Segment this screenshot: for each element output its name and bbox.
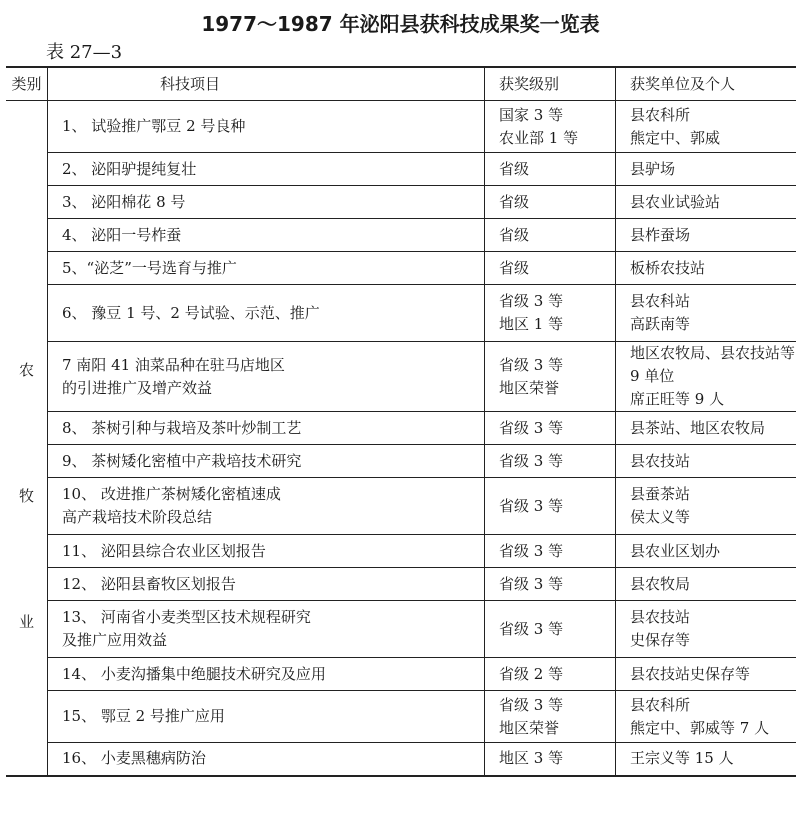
unit-cell bbox=[616, 219, 797, 252]
project-cell bbox=[48, 412, 485, 445]
unit-cell-line: 熊定中、郭威 bbox=[630, 128, 721, 147]
unit-cell bbox=[616, 186, 797, 219]
level-cell-line: 省级 3 等 bbox=[499, 619, 564, 638]
unit-cell-line: 县农技站 bbox=[630, 451, 691, 470]
project-cell-content bbox=[48, 747, 484, 770]
unit-cell-line: 地区农牧局、县农技站等 9 单位 bbox=[630, 344, 796, 385]
unit-cell bbox=[616, 445, 797, 478]
level-cell bbox=[485, 568, 616, 601]
unit-cell-line: 县蚕茶站 bbox=[630, 485, 691, 503]
level-cell-line: 省级 3 等 bbox=[499, 418, 564, 437]
table-number: 表 27—3 bbox=[46, 42, 123, 63]
level-cell bbox=[485, 743, 616, 776]
project-cell bbox=[48, 153, 485, 186]
table-row bbox=[6, 342, 796, 412]
level-cell-content bbox=[485, 663, 615, 686]
table-row bbox=[6, 412, 796, 445]
project-cell-content bbox=[48, 573, 484, 596]
unit-cell-content bbox=[616, 417, 796, 440]
table-row bbox=[6, 658, 796, 691]
project-cell-line: 12、 泌阳县畜牧区划报告 bbox=[62, 574, 236, 593]
category-char: 农 bbox=[18, 361, 34, 379]
unit-cell-line: 县茶站、地区农牧局 bbox=[630, 418, 766, 437]
level-cell bbox=[485, 285, 616, 342]
table-row bbox=[6, 601, 796, 658]
project-cell-line: 及推广应用效益 bbox=[62, 631, 168, 649]
unit-cell-line: 县农科所 bbox=[630, 695, 691, 714]
level-cell bbox=[485, 412, 616, 445]
table-row bbox=[6, 535, 796, 568]
unit-cell-line: 县农牧局 bbox=[630, 574, 691, 593]
level-cell-line: 地区荣誉 bbox=[499, 718, 560, 737]
level-cell-line: 省级 3 等 bbox=[499, 451, 564, 470]
level-cell bbox=[485, 601, 616, 658]
project-cell bbox=[48, 219, 485, 252]
level-cell-content bbox=[485, 618, 615, 641]
project-cell-content bbox=[48, 158, 484, 181]
project-cell bbox=[48, 252, 485, 285]
level-cell-content bbox=[485, 257, 615, 280]
level-cell bbox=[485, 658, 616, 691]
project-cell bbox=[48, 691, 485, 743]
unit-cell-content bbox=[616, 747, 796, 770]
project-cell-line: 14、 小麦沟播集中绝腿技术研究及应用 bbox=[62, 664, 326, 683]
table-row bbox=[6, 478, 796, 535]
table-row bbox=[6, 252, 796, 285]
project-cell-content bbox=[48, 354, 484, 400]
unit-cell-line: 县农技站 bbox=[630, 608, 691, 626]
project-cell-line: 7 南阳 41 油菜品种在驻马店地区 bbox=[62, 355, 285, 374]
project-cell bbox=[48, 568, 485, 601]
table-row bbox=[6, 186, 796, 219]
level-cell-line: 省级 bbox=[499, 192, 530, 211]
level-cell bbox=[485, 252, 616, 285]
level-cell bbox=[485, 186, 616, 219]
level-cell-line: 省级 3 等 bbox=[499, 292, 564, 310]
header-category: 类别 bbox=[6, 67, 48, 101]
unit-cell bbox=[616, 252, 797, 285]
level-cell-content bbox=[485, 191, 615, 214]
header-unit: 获奖单位及个人 bbox=[616, 67, 797, 101]
project-cell-line: 高产栽培技术阶段总结 bbox=[62, 508, 213, 526]
unit-cell-content bbox=[616, 104, 796, 150]
unit-cell-content bbox=[616, 694, 796, 740]
table-row bbox=[6, 101, 796, 153]
unit-cell bbox=[616, 568, 797, 601]
level-cell bbox=[485, 535, 616, 568]
unit-cell-content bbox=[616, 342, 796, 411]
unit-cell bbox=[616, 601, 797, 658]
project-cell bbox=[48, 186, 485, 219]
level-cell bbox=[485, 691, 616, 743]
unit-cell-content bbox=[616, 606, 796, 652]
project-cell-line: 13、 河南省小麦类型区技术规程研究 bbox=[62, 608, 311, 626]
unit-cell-content bbox=[616, 573, 796, 596]
level-cell-content bbox=[485, 540, 615, 563]
level-cell bbox=[485, 478, 616, 535]
unit-cell-line: 侯太义等 bbox=[630, 508, 691, 526]
unit-cell-line: 县柞蚕场 bbox=[630, 225, 691, 244]
level-cell-line: 地区荣誉 bbox=[499, 378, 560, 397]
unit-cell-content bbox=[616, 158, 796, 181]
level-cell-content bbox=[485, 747, 615, 770]
project-cell-content bbox=[48, 115, 484, 138]
table-row bbox=[6, 153, 796, 186]
unit-cell bbox=[616, 285, 797, 342]
page-title: 1977～1987 年泌阳县获科技成果奖一览表 bbox=[201, 12, 600, 36]
unit-cell-line: 县农技站史保存等 bbox=[630, 664, 751, 683]
unit-cell-line: 高跃南等 bbox=[630, 315, 691, 333]
category-cell bbox=[6, 101, 48, 776]
project-cell-line: 5、“泌芝”一号选育与推广 bbox=[62, 258, 237, 277]
project-cell-content bbox=[48, 257, 484, 280]
level-cell-line: 地区 1 等 bbox=[499, 315, 564, 333]
level-cell-content bbox=[485, 694, 615, 740]
level-cell-line: 省级 3 等 bbox=[499, 541, 564, 560]
unit-cell-content bbox=[616, 450, 796, 473]
project-cell-content bbox=[48, 540, 484, 563]
level-cell bbox=[485, 445, 616, 478]
project-cell-line: 16、 小麦黑穗病防治 bbox=[62, 749, 206, 768]
unit-cell bbox=[616, 658, 797, 691]
award-table bbox=[6, 66, 796, 777]
unit-cell bbox=[616, 153, 797, 186]
level-cell-content bbox=[485, 450, 615, 473]
level-cell-content bbox=[485, 495, 615, 518]
project-cell-line: 15、 鄂豆 2 号推广应用 bbox=[62, 707, 225, 725]
level-cell-line: 省级 bbox=[499, 225, 530, 244]
unit-cell bbox=[616, 101, 797, 153]
level-cell-content bbox=[485, 104, 615, 150]
project-cell-content bbox=[48, 417, 484, 440]
project-cell-line: 11、 泌阳县综合农业区划报告 bbox=[62, 541, 266, 560]
award-table-wrapper bbox=[6, 66, 796, 777]
level-cell-line: 省级 3 等 bbox=[499, 355, 564, 374]
project-cell bbox=[48, 658, 485, 691]
unit-cell bbox=[616, 691, 797, 743]
unit-cell-line: 县农科站 bbox=[630, 292, 691, 310]
level-cell-content bbox=[485, 573, 615, 596]
level-cell-line: 国家 3 等 bbox=[499, 105, 564, 124]
level-cell-content bbox=[485, 290, 615, 336]
project-cell-line: 4、 泌阳一号柞蚕 bbox=[62, 225, 182, 244]
unit-cell bbox=[616, 478, 797, 535]
unit-cell-line: 史保存等 bbox=[630, 631, 691, 649]
level-cell-content bbox=[485, 158, 615, 181]
level-cell-content bbox=[485, 224, 615, 247]
unit-cell-line: 县农业区划办 bbox=[630, 541, 721, 560]
unit-cell-content bbox=[616, 483, 796, 529]
project-cell bbox=[48, 342, 485, 412]
unit-cell-line: 席正旺等 9 人 bbox=[630, 390, 725, 408]
unit-cell-content bbox=[616, 257, 796, 280]
project-cell bbox=[48, 535, 485, 568]
unit-cell bbox=[616, 535, 797, 568]
unit-cell bbox=[616, 412, 797, 445]
unit-cell-line: 王宗义等 15 人 bbox=[630, 749, 734, 768]
table-row bbox=[6, 445, 796, 478]
table-body bbox=[6, 101, 796, 776]
project-cell-content bbox=[48, 606, 484, 652]
level-cell-line: 省级 3 等 bbox=[499, 695, 564, 714]
table-row bbox=[6, 285, 796, 342]
header-project: 科技项目 bbox=[48, 67, 485, 101]
category-char: 业 bbox=[18, 613, 34, 631]
project-cell-line: 1、 试验推广鄂豆 2 号良种 bbox=[62, 117, 246, 135]
project-cell bbox=[48, 101, 485, 153]
project-cell bbox=[48, 285, 485, 342]
project-cell-line: 10、 改进推广茶树矮化密植速成 bbox=[62, 485, 281, 503]
unit-cell-line: 县农业试验站 bbox=[630, 192, 721, 211]
unit-cell bbox=[616, 342, 797, 412]
project-cell bbox=[48, 445, 485, 478]
table-row bbox=[6, 219, 796, 252]
unit-cell-line: 熊定中、郭威等 7 人 bbox=[630, 718, 770, 737]
project-cell-content bbox=[48, 191, 484, 214]
project-cell bbox=[48, 478, 485, 535]
project-cell-line: 9、 茶树矮化密植中产栽培技术研究 bbox=[62, 451, 302, 470]
level-cell-line: 省级 3 等 bbox=[499, 574, 564, 593]
project-cell-line: 8、 茶树引种与栽培及茶叶炒制工艺 bbox=[62, 418, 302, 437]
project-cell-content bbox=[48, 450, 484, 473]
unit-cell-content bbox=[616, 224, 796, 247]
level-cell bbox=[485, 342, 616, 412]
unit-cell bbox=[616, 743, 797, 776]
project-cell-content bbox=[48, 302, 484, 325]
level-cell-line: 地区 3 等 bbox=[499, 749, 564, 768]
project-cell-line: 6、 豫豆 1 号、2 号试验、示范、推广 bbox=[62, 303, 320, 322]
table-row bbox=[6, 568, 796, 601]
level-cell bbox=[485, 153, 616, 186]
project-cell-content bbox=[48, 663, 484, 686]
project-cell-content bbox=[48, 224, 484, 247]
project-cell-line: 的引进推广及增产效益 bbox=[62, 378, 213, 397]
project-cell bbox=[48, 743, 485, 776]
level-cell-content bbox=[485, 354, 615, 400]
unit-cell-line: 县农科所 bbox=[630, 105, 691, 124]
project-cell bbox=[48, 601, 485, 658]
table-header-row bbox=[6, 67, 796, 101]
table-row bbox=[6, 691, 796, 743]
level-cell-line: 省级 2 等 bbox=[499, 664, 564, 683]
unit-cell-content bbox=[616, 663, 796, 686]
project-cell-line: 2、 泌阳驴提纯复壮 bbox=[62, 159, 197, 178]
unit-cell-content bbox=[616, 290, 796, 336]
category-char: 牧 bbox=[18, 487, 34, 505]
project-cell-line: 3、 泌阳棉花 8 号 bbox=[62, 192, 186, 211]
project-cell-content bbox=[48, 483, 484, 529]
table-row bbox=[6, 743, 796, 776]
level-cell bbox=[485, 101, 616, 153]
unit-cell-content bbox=[616, 191, 796, 214]
level-cell-content bbox=[485, 417, 615, 440]
unit-cell-line: 板桥农技站 bbox=[630, 258, 706, 277]
level-cell-line: 省级 bbox=[499, 258, 530, 277]
unit-cell-content bbox=[616, 540, 796, 563]
project-cell-content bbox=[48, 705, 484, 728]
level-cell-line: 省级 3 等 bbox=[499, 496, 564, 515]
unit-cell-line: 县驴场 bbox=[630, 159, 676, 178]
header-level: 获奖级别 bbox=[485, 67, 616, 101]
level-cell-line: 农业部 1 等 bbox=[499, 128, 579, 147]
level-cell bbox=[485, 219, 616, 252]
level-cell-line: 省级 bbox=[499, 159, 530, 178]
